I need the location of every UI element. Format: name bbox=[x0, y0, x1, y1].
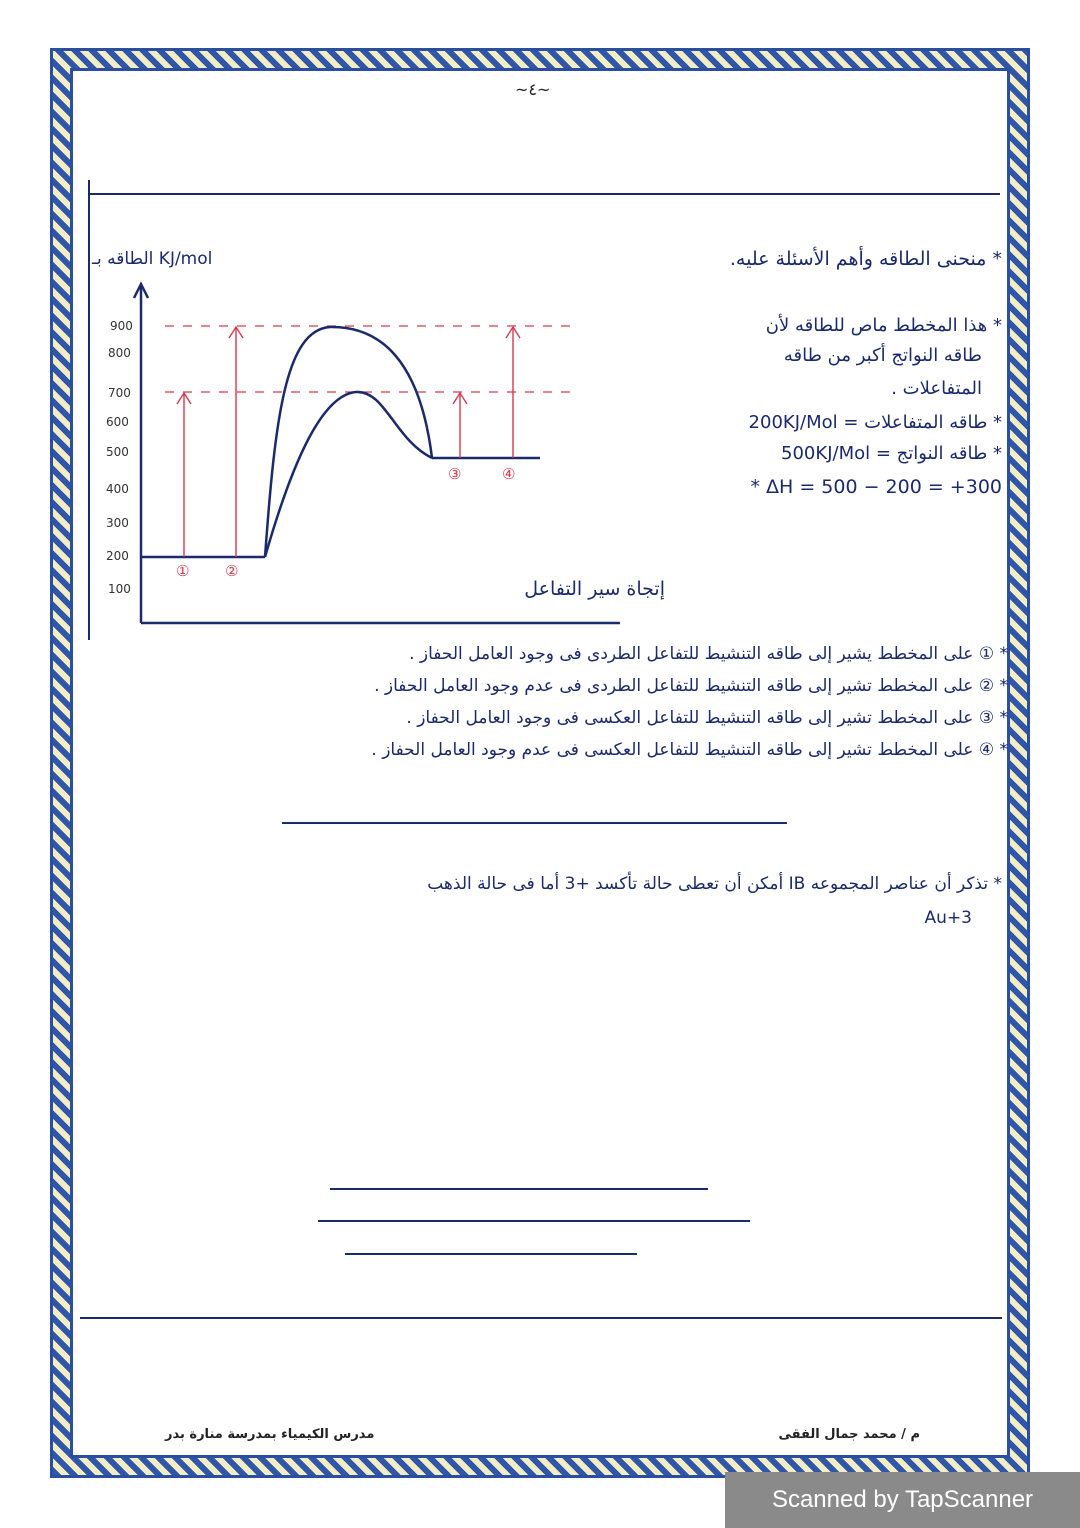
y-tick: 100 bbox=[108, 582, 131, 596]
arrow-label-3: ③ bbox=[448, 465, 462, 483]
page-number: ~٤~ bbox=[515, 80, 551, 99]
blank-line bbox=[318, 1220, 750, 1222]
explanation-1: * ① على المخطط يشير إلى طاقه التنشيط للتفاعل الطردى فى وجود العامل الحفاز . bbox=[409, 644, 1008, 664]
bottom-divider bbox=[80, 1317, 1002, 1319]
footer-school: مدرس الكيمياء بمدرسة منارة بدر bbox=[165, 1427, 375, 1442]
arrow-label-2: ② bbox=[225, 562, 239, 580]
note-line: * ΔH = 500 − 200 = +300 bbox=[750, 476, 1002, 498]
notes-title: * منحنى الطاقه وأهم الأسئلة عليه. bbox=[729, 248, 1002, 270]
y-tick: 300 bbox=[106, 516, 129, 530]
y-ticks bbox=[106, 319, 133, 596]
x-axis-label: إتجاة سير التفاعل bbox=[524, 578, 665, 600]
axes bbox=[134, 284, 620, 623]
y-tick: 600 bbox=[106, 415, 129, 429]
scanner-watermark: Scanned by TapScanner bbox=[725, 1472, 1080, 1528]
note-line: * طاقه المتفاعلات = 200KJ/Mol bbox=[748, 412, 1002, 433]
explanation-3: * ③ على المخطط تشير إلى طاقه التنشيط للتفاعل العكسى فى وجود العامل الحفاز . bbox=[406, 708, 1008, 728]
blank-line bbox=[330, 1188, 708, 1190]
blank-line bbox=[345, 1253, 637, 1255]
y-tick: 800 bbox=[108, 346, 131, 360]
explanation-4: * ④ على المخطط تشير إلى طاقه التنشيط للتفاعل العكسى فى عدم وجود العامل الحفاز . bbox=[371, 740, 1008, 760]
section-divider bbox=[282, 822, 787, 824]
y-tick: 700 bbox=[108, 386, 131, 400]
arrow-label-1: ① bbox=[176, 562, 190, 580]
footer-author: م / محمد جمال الفقى bbox=[778, 1427, 920, 1442]
arrow-label-4: ④ bbox=[502, 465, 516, 483]
note-line: * طاقه النواتج = 500KJ/Mol bbox=[781, 443, 1002, 464]
y-axis-label: الطاقه بـ KJ/mol bbox=[92, 249, 213, 269]
y-tick: 500 bbox=[106, 445, 129, 459]
curve-with-catalyst bbox=[265, 392, 432, 557]
gold-formula: Au+3 bbox=[924, 908, 972, 928]
remember-note: * تذكر أن عناصر المجموعه IB أمكن أن تعطى حالة تأكسد +3 أما فى حالة الذهب bbox=[427, 874, 1002, 894]
y-tick: 200 bbox=[106, 549, 129, 563]
curve-without-catalyst bbox=[265, 327, 432, 557]
y-tick: 900 bbox=[110, 319, 133, 333]
note-line: المتفاعلات . bbox=[891, 378, 982, 399]
note-line: طاقه النواتج أكبر من طاقه bbox=[783, 345, 982, 366]
note-line: * هذا المخطط ماص للطاقه لأن bbox=[765, 315, 1002, 336]
explanation-2: * ② على المخطط تشير إلى طاقه التنشيط للتفاعل الطردى فى عدم وجود العامل الحفاز . bbox=[374, 676, 1008, 696]
y-tick: 400 bbox=[106, 482, 129, 496]
